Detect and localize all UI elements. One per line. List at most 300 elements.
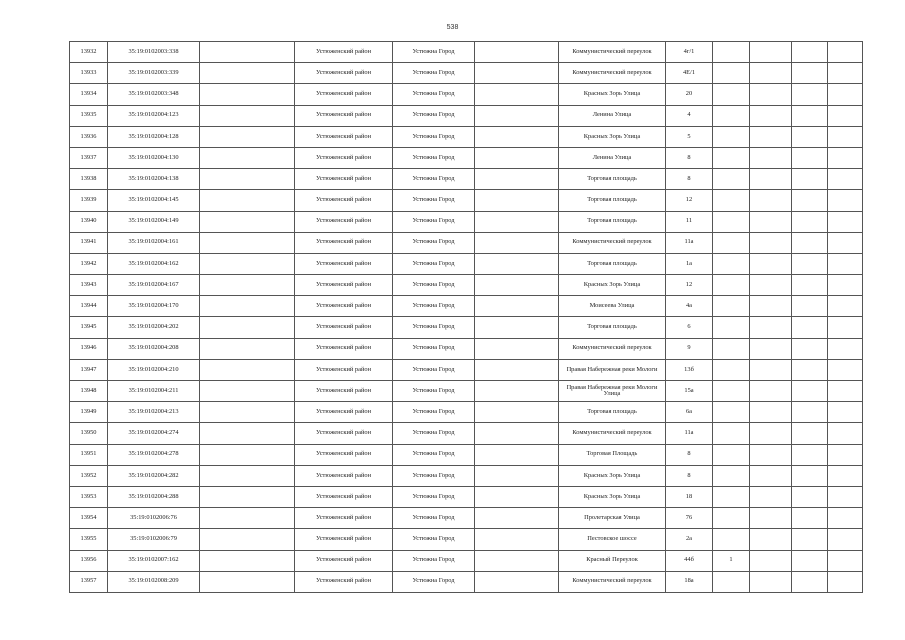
page-number: 538	[446, 24, 459, 31]
empty-cell	[828, 359, 863, 380]
empty-cell	[475, 444, 559, 465]
empty-cell	[828, 402, 863, 423]
empty-cell	[475, 42, 559, 63]
house-cell: 2а	[666, 529, 713, 550]
empty-cell	[792, 529, 828, 550]
street-cell: Правая Набережная реки Мологи Улица	[559, 381, 666, 402]
empty-cell	[828, 529, 863, 550]
empty-cell	[475, 63, 559, 84]
street-cell: Пролетарская Улица	[559, 508, 666, 529]
street-cell: Красных Зорь Улица	[559, 465, 666, 486]
district-cell: Устюженский район	[295, 444, 393, 465]
extra-cell	[713, 529, 750, 550]
table-row	[70, 550, 863, 571]
row-number: 13957	[70, 571, 108, 592]
empty-cell	[750, 63, 792, 84]
district-cell: Устюженский район	[295, 423, 393, 444]
empty-cell	[792, 423, 828, 444]
empty-cell	[828, 465, 863, 486]
house-cell: 4Е/1	[666, 63, 713, 84]
empty-cell	[200, 42, 295, 63]
empty-cell	[750, 42, 792, 63]
empty-cell	[475, 253, 559, 274]
empty-cell	[475, 296, 559, 317]
district-cell: Устюженский район	[295, 550, 393, 571]
extra-cell	[713, 465, 750, 486]
house-cell: 44б	[666, 550, 713, 571]
extra-cell	[713, 423, 750, 444]
city-cell: Устюжна Город	[393, 359, 475, 380]
empty-cell	[828, 296, 863, 317]
row-number: 13935	[70, 105, 108, 126]
empty-cell	[475, 486, 559, 507]
house-cell: 13б	[666, 359, 713, 380]
empty-cell	[792, 338, 828, 359]
street-cell: Торговая площадь	[559, 190, 666, 211]
row-number: 13932	[70, 42, 108, 63]
row-number: 13946	[70, 338, 108, 359]
empty-cell	[200, 317, 295, 338]
extra-cell	[713, 253, 750, 274]
table-row	[70, 338, 863, 359]
district-cell: Устюженский район	[295, 359, 393, 380]
city-cell: Устюжна Город	[393, 84, 475, 105]
house-cell: 8	[666, 147, 713, 168]
row-number: 13945	[70, 317, 108, 338]
empty-cell	[200, 508, 295, 529]
city-cell: Устюжна Город	[393, 169, 475, 190]
row-number: 13952	[70, 465, 108, 486]
row-number: 13937	[70, 147, 108, 168]
empty-cell	[200, 423, 295, 444]
empty-cell	[200, 550, 295, 571]
table-row	[70, 169, 863, 190]
table-row	[70, 486, 863, 507]
empty-cell	[792, 571, 828, 592]
empty-cell	[750, 84, 792, 105]
cadastral-number: 35:19:0102003:339	[108, 63, 200, 84]
empty-cell	[828, 571, 863, 592]
table-row	[70, 211, 863, 232]
district-cell: Устюженский район	[295, 84, 393, 105]
empty-cell	[792, 211, 828, 232]
street-cell: Красных Зорь Улица	[559, 126, 666, 147]
district-cell: Устюженский район	[295, 508, 393, 529]
empty-cell	[200, 63, 295, 84]
empty-cell	[475, 402, 559, 423]
empty-cell	[792, 253, 828, 274]
empty-cell	[750, 338, 792, 359]
empty-cell	[792, 359, 828, 380]
empty-cell	[792, 275, 828, 296]
street-cell: Торговая площадь	[559, 253, 666, 274]
row-number: 13942	[70, 253, 108, 274]
registry-table	[69, 41, 863, 593]
empty-cell	[475, 147, 559, 168]
house-cell: 8	[666, 169, 713, 190]
empty-cell	[828, 126, 863, 147]
city-cell: Устюжна Город	[393, 296, 475, 317]
district-cell: Устюженский район	[295, 275, 393, 296]
empty-cell	[828, 169, 863, 190]
street-cell: Красных Зорь Улица	[559, 275, 666, 296]
house-cell: 5	[666, 126, 713, 147]
district-cell: Устюженский район	[295, 296, 393, 317]
district-cell: Устюженский район	[295, 253, 393, 274]
empty-cell	[792, 550, 828, 571]
empty-cell	[750, 211, 792, 232]
empty-cell	[828, 211, 863, 232]
empty-cell	[792, 444, 828, 465]
cadastral-number: 35:19:0102007:162	[108, 550, 200, 571]
cadastral-number: 35:19:0102004:123	[108, 105, 200, 126]
row-number: 13939	[70, 190, 108, 211]
empty-cell	[828, 444, 863, 465]
table-row	[70, 147, 863, 168]
row-number: 13934	[70, 84, 108, 105]
table-row	[70, 508, 863, 529]
table-row	[70, 275, 863, 296]
street-cell: Красный Переулок	[559, 550, 666, 571]
empty-cell	[792, 63, 828, 84]
cadastral-number: 35:19:0102004:202	[108, 317, 200, 338]
empty-cell	[828, 147, 863, 168]
city-cell: Устюжна Город	[393, 105, 475, 126]
empty-cell	[200, 296, 295, 317]
row-number: 13953	[70, 486, 108, 507]
empty-cell	[828, 550, 863, 571]
row-number: 13949	[70, 402, 108, 423]
street-cell: Торговая площадь	[559, 211, 666, 232]
empty-cell	[750, 253, 792, 274]
street-cell: Ленина Улица	[559, 147, 666, 168]
table-row	[70, 359, 863, 380]
empty-cell	[750, 508, 792, 529]
street-cell: Красных Зорь Улица	[559, 84, 666, 105]
street-cell: Коммунистический переулок	[559, 63, 666, 84]
empty-cell	[828, 42, 863, 63]
empty-cell	[750, 169, 792, 190]
street-cell: Торговая площадь	[559, 169, 666, 190]
cadastral-number: 35:19:0102008:209	[108, 571, 200, 592]
empty-cell	[475, 105, 559, 126]
empty-cell	[475, 84, 559, 105]
empty-cell	[200, 486, 295, 507]
house-cell: 18	[666, 486, 713, 507]
empty-cell	[475, 571, 559, 592]
table-row	[70, 232, 863, 253]
row-number: 13943	[70, 275, 108, 296]
city-cell: Устюжна Город	[393, 253, 475, 274]
table-row	[70, 444, 863, 465]
empty-cell	[828, 508, 863, 529]
row-number: 13950	[70, 423, 108, 444]
empty-cell	[200, 571, 295, 592]
row-number: 13951	[70, 444, 108, 465]
empty-cell	[828, 84, 863, 105]
empty-cell	[750, 275, 792, 296]
row-number: 13940	[70, 211, 108, 232]
empty-cell	[792, 402, 828, 423]
house-cell: 9	[666, 338, 713, 359]
house-cell: 18а	[666, 571, 713, 592]
district-cell: Устюженский район	[295, 147, 393, 168]
table-row	[70, 105, 863, 126]
city-cell: Устюжна Город	[393, 190, 475, 211]
cadastral-number: 35:19:0102004:274	[108, 423, 200, 444]
district-cell: Устюженский район	[295, 571, 393, 592]
house-cell: 76	[666, 508, 713, 529]
table-row	[70, 317, 863, 338]
empty-cell	[750, 465, 792, 486]
extra-cell	[713, 84, 750, 105]
city-cell: Устюжна Город	[393, 211, 475, 232]
extra-cell	[713, 232, 750, 253]
district-cell: Устюженский район	[295, 465, 393, 486]
empty-cell	[475, 529, 559, 550]
empty-cell	[792, 190, 828, 211]
empty-cell	[475, 169, 559, 190]
empty-cell	[792, 381, 828, 402]
cadastral-number: 35:19:0102006:79	[108, 529, 200, 550]
empty-cell	[475, 275, 559, 296]
table-row	[70, 423, 863, 444]
extra-cell	[713, 190, 750, 211]
city-cell: Устюжна Город	[393, 232, 475, 253]
extra-cell	[713, 211, 750, 232]
extra-cell	[713, 296, 750, 317]
table-row	[70, 465, 863, 486]
empty-cell	[475, 211, 559, 232]
extra-cell	[713, 126, 750, 147]
cadastral-number: 35:19:0102004:282	[108, 465, 200, 486]
extra-cell	[713, 169, 750, 190]
district-cell: Устюженский район	[295, 42, 393, 63]
empty-cell	[200, 105, 295, 126]
empty-cell	[792, 126, 828, 147]
empty-cell	[200, 211, 295, 232]
district-cell: Устюженский район	[295, 402, 393, 423]
cadastral-number: 35:19:0102004:128	[108, 126, 200, 147]
extra-cell	[713, 381, 750, 402]
house-cell: 11а	[666, 423, 713, 444]
row-number: 13954	[70, 508, 108, 529]
table-row	[70, 571, 863, 592]
house-cell: 11а	[666, 232, 713, 253]
table-row	[70, 84, 863, 105]
empty-cell	[750, 571, 792, 592]
empty-cell	[792, 486, 828, 507]
district-cell: Устюженский район	[295, 529, 393, 550]
district-cell: Устюженский район	[295, 232, 393, 253]
street-cell: Коммунистический переулок	[559, 338, 666, 359]
empty-cell	[792, 232, 828, 253]
district-cell: Устюженский район	[295, 169, 393, 190]
street-cell: Торговая площадь	[559, 402, 666, 423]
city-cell: Устюжна Город	[393, 381, 475, 402]
city-cell: Устюжна Город	[393, 486, 475, 507]
empty-cell	[750, 190, 792, 211]
empty-cell	[200, 126, 295, 147]
cadastral-number: 35:19:0102004:213	[108, 402, 200, 423]
table-row	[70, 126, 863, 147]
empty-cell	[200, 169, 295, 190]
empty-cell	[828, 338, 863, 359]
cadastral-number: 35:19:0102003:338	[108, 42, 200, 63]
district-cell: Устюженский район	[295, 381, 393, 402]
empty-cell	[750, 232, 792, 253]
empty-cell	[750, 529, 792, 550]
cadastral-number: 35:19:0102003:348	[108, 84, 200, 105]
empty-cell	[792, 317, 828, 338]
city-cell: Устюжна Город	[393, 529, 475, 550]
district-cell: Устюженский район	[295, 190, 393, 211]
extra-cell	[713, 359, 750, 380]
street-cell: Коммунистический переулок	[559, 423, 666, 444]
city-cell: Устюжна Город	[393, 338, 475, 359]
empty-cell	[828, 381, 863, 402]
house-cell: 20	[666, 84, 713, 105]
extra-cell	[713, 571, 750, 592]
empty-cell	[200, 190, 295, 211]
empty-cell	[828, 190, 863, 211]
street-cell: Торговая Площадь	[559, 444, 666, 465]
empty-cell	[750, 126, 792, 147]
cadastral-number: 35:19:0102004:288	[108, 486, 200, 507]
street-cell: Коммунистический переулок	[559, 571, 666, 592]
empty-cell	[750, 402, 792, 423]
empty-cell	[792, 169, 828, 190]
city-cell: Устюжна Город	[393, 465, 475, 486]
empty-cell	[750, 296, 792, 317]
row-number: 13956	[70, 550, 108, 571]
street-cell: Правая Набережная реки Мологи	[559, 359, 666, 380]
empty-cell	[828, 105, 863, 126]
extra-cell	[713, 508, 750, 529]
empty-cell	[200, 147, 295, 168]
cadastral-number: 35:19:0102004:149	[108, 211, 200, 232]
empty-cell	[792, 42, 828, 63]
extra-cell	[713, 486, 750, 507]
empty-cell	[200, 275, 295, 296]
row-number: 13941	[70, 232, 108, 253]
street-cell: Ленина Улица	[559, 105, 666, 126]
street-cell: Коммунистический переулок	[559, 42, 666, 63]
empty-cell	[828, 317, 863, 338]
empty-cell	[200, 402, 295, 423]
extra-cell	[713, 402, 750, 423]
empty-cell	[828, 486, 863, 507]
empty-cell	[750, 147, 792, 168]
district-cell: Устюженский район	[295, 338, 393, 359]
cadastral-number: 35:19:0102004:130	[108, 147, 200, 168]
row-number: 13938	[70, 169, 108, 190]
district-cell: Устюженский район	[295, 486, 393, 507]
cadastral-number: 35:19:0102004:138	[108, 169, 200, 190]
row-number: 13947	[70, 359, 108, 380]
street-cell: Моисеева Улица	[559, 296, 666, 317]
cadastral-number: 35:19:0102004:210	[108, 359, 200, 380]
empty-cell	[475, 190, 559, 211]
empty-cell	[200, 84, 295, 105]
house-cell: 1а	[666, 253, 713, 274]
empty-cell	[475, 381, 559, 402]
empty-cell	[475, 423, 559, 444]
empty-cell	[750, 444, 792, 465]
empty-cell	[475, 126, 559, 147]
house-cell: 6	[666, 317, 713, 338]
empty-cell	[828, 63, 863, 84]
empty-cell	[475, 508, 559, 529]
district-cell: Устюженский район	[295, 126, 393, 147]
empty-cell	[750, 105, 792, 126]
empty-cell	[200, 253, 295, 274]
house-cell: 12	[666, 275, 713, 296]
empty-cell	[475, 317, 559, 338]
empty-cell	[750, 550, 792, 571]
table-row	[70, 296, 863, 317]
city-cell: Устюжна Город	[393, 63, 475, 84]
extra-cell	[713, 275, 750, 296]
empty-cell	[792, 105, 828, 126]
extra-cell	[713, 444, 750, 465]
city-cell: Устюжна Город	[393, 126, 475, 147]
table-row	[70, 381, 863, 402]
empty-cell	[475, 465, 559, 486]
empty-cell	[750, 381, 792, 402]
district-cell: Устюженский район	[295, 63, 393, 84]
district-cell: Устюженский район	[295, 211, 393, 232]
cadastral-number: 35:19:0102004:162	[108, 253, 200, 274]
cadastral-number: 35:19:0102004:170	[108, 296, 200, 317]
empty-cell	[792, 296, 828, 317]
extra-cell	[713, 147, 750, 168]
house-cell: 4а	[666, 296, 713, 317]
table-row	[70, 529, 863, 550]
house-cell: 8	[666, 465, 713, 486]
cadastral-number: 35:19:0102004:278	[108, 444, 200, 465]
cadastral-number: 35:19:0102004:145	[108, 190, 200, 211]
house-cell: 15а	[666, 381, 713, 402]
table-row	[70, 190, 863, 211]
house-cell: 8	[666, 444, 713, 465]
empty-cell	[475, 338, 559, 359]
extra-cell	[713, 317, 750, 338]
row-number: 13936	[70, 126, 108, 147]
cadastral-number: 35:19:0102006:76	[108, 508, 200, 529]
row-number: 13944	[70, 296, 108, 317]
empty-cell	[792, 147, 828, 168]
extra-cell: 1	[713, 550, 750, 571]
empty-cell	[750, 423, 792, 444]
city-cell: Устюжна Город	[393, 42, 475, 63]
city-cell: Устюжна Город	[393, 317, 475, 338]
cadastral-number: 35:19:0102004:161	[108, 232, 200, 253]
extra-cell	[713, 63, 750, 84]
city-cell: Устюжна Город	[393, 550, 475, 571]
city-cell: Устюжна Город	[393, 444, 475, 465]
empty-cell	[200, 338, 295, 359]
row-number: 13948	[70, 381, 108, 402]
empty-cell	[792, 84, 828, 105]
empty-cell	[828, 253, 863, 274]
city-cell: Устюжна Город	[393, 147, 475, 168]
empty-cell	[828, 275, 863, 296]
extra-cell	[713, 105, 750, 126]
empty-cell	[792, 508, 828, 529]
street-cell: Красных Зорь Улица	[559, 486, 666, 507]
empty-cell	[828, 232, 863, 253]
